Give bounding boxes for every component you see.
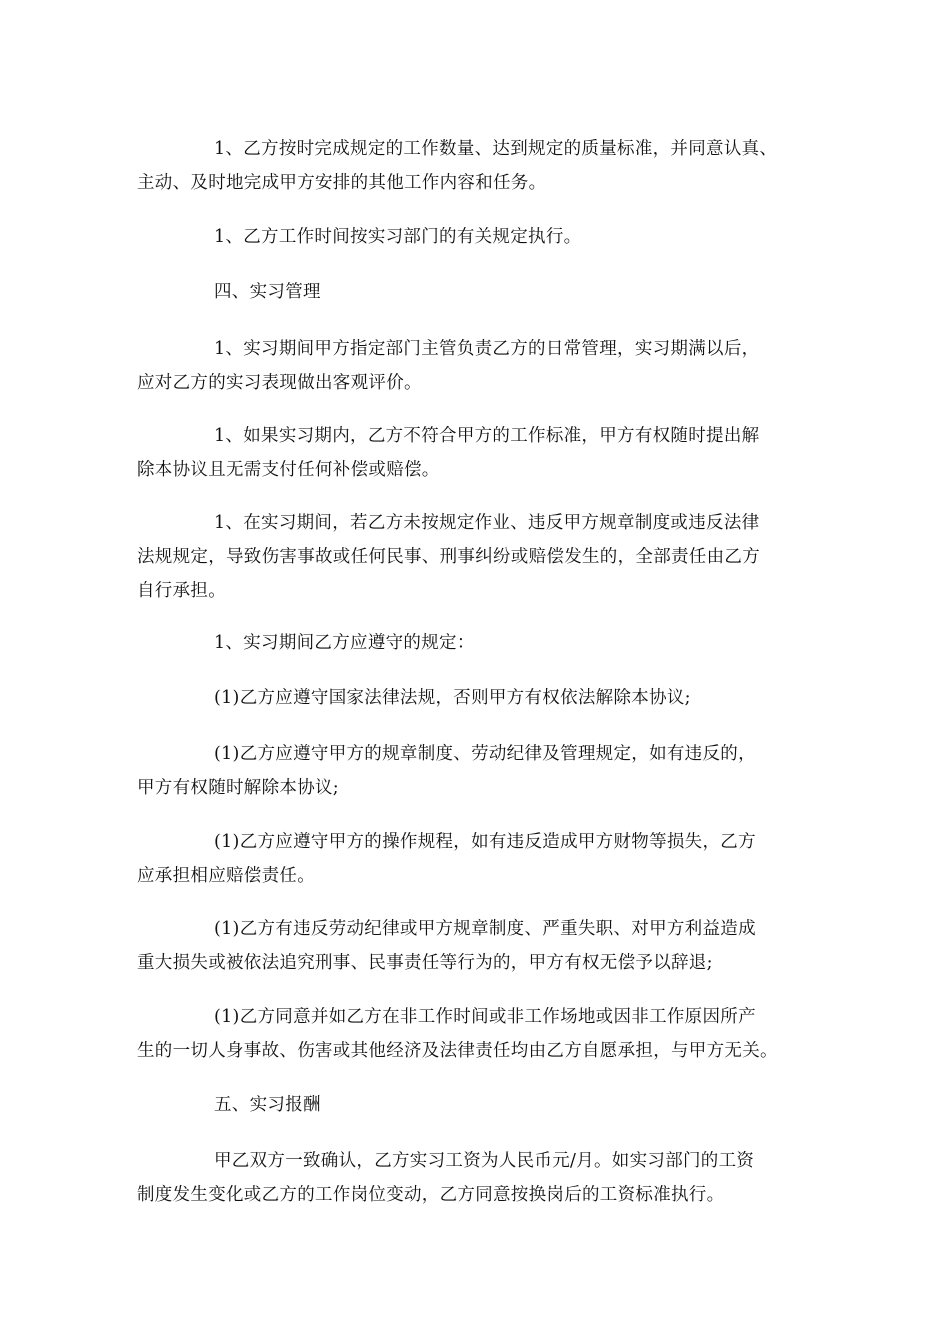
text-line: 1、如果实习期内，乙方不符合甲方的工作标准，甲方有权随时提出解	[214, 426, 760, 446]
text-line: 1、乙方工作时间按实习部门的有关规定执行。	[214, 227, 582, 247]
paragraph-liability	[137, 506, 827, 608]
text-line: (1)乙方应遵守甲方的规章制度、劳动纪律及管理规定，如有违反的，	[214, 744, 756, 764]
paragraph-rules-intro	[137, 626, 827, 660]
paragraph-rule-personal-accident	[137, 1000, 827, 1068]
text-line: 甲乙双方一致确认，乙方实习工资为人民币元/月。如实习部门的工资	[214, 1151, 755, 1171]
section-heading-internship-management	[137, 275, 827, 309]
text-line: 五、实习报酬	[214, 1095, 321, 1115]
text-line: 应承担相应赔偿责任。	[137, 866, 315, 886]
paragraph-work-quantity	[137, 132, 827, 200]
paragraph-work-hours	[137, 220, 827, 254]
paragraph-termination-standard	[137, 419, 827, 487]
text-line: 甲方有权随时解除本协议;	[137, 778, 339, 798]
text-line: 生的一切人身事故、伤害或其他经济及法律责任均由乙方自愿承担，与甲方无关。	[137, 1041, 778, 1061]
paragraph-pay-terms	[137, 1144, 827, 1212]
paragraph-rule-dismissal	[137, 912, 827, 980]
text-line: 主动、及时地完成甲方安排的其他工作内容和任务。	[137, 173, 547, 193]
section-heading-internship-pay	[137, 1088, 827, 1122]
text-line: 除本协议且无需支付任何补偿或赔偿。	[137, 460, 440, 480]
text-line: 应对乙方的实习表现做出客观评价。	[137, 373, 422, 393]
text-line: 自行承担。	[137, 581, 226, 601]
text-line: 1、乙方按时完成规定的工作数量、达到规定的质量标准，并同意认真、	[214, 139, 778, 159]
text-line: 1、实习期间甲方指定部门主管负责乙方的日常管理，实习期满以后，	[214, 339, 760, 359]
text-line: 1、实习期间乙方应遵守的规定：	[214, 633, 475, 653]
text-line: 1、在实习期间，若乙方未按规定作业、违反甲方规章制度或违反法律	[214, 513, 760, 533]
text-line: (1)乙方有违反劳动纪律或甲方规章制度、严重失职、对甲方利益造成	[214, 919, 756, 939]
text-line: (1)乙方应遵守甲方的操作规程，如有违反造成甲方财物等损失，乙方	[214, 832, 756, 852]
paragraph-daily-management	[137, 332, 827, 400]
text-line: (1)乙方同意并如乙方在非工作时间或非工作场地或因非工作原因所产	[214, 1007, 756, 1027]
text-line: (1)乙方应遵守国家法律法规，否则甲方有权依法解除本协议;	[214, 688, 691, 708]
paragraph-rule-regulations	[137, 737, 827, 805]
text-line: 四、实习管理	[214, 282, 321, 302]
text-line: 法规规定，导致伤害事故或任何民事、刑事纠纷或赔偿发生的，全部责任由乙方	[137, 547, 760, 567]
text-line: 制度发生变化或乙方的工作岗位变动，乙方同意按换岗后的工资标准执行。	[137, 1185, 725, 1205]
paragraph-rule-operations	[137, 825, 827, 893]
text-line: 重大损失或被依法追究刑事、民事责任等行为的，甲方有权无偿予以辞退;	[137, 953, 713, 973]
paragraph-rule-law	[137, 681, 827, 715]
